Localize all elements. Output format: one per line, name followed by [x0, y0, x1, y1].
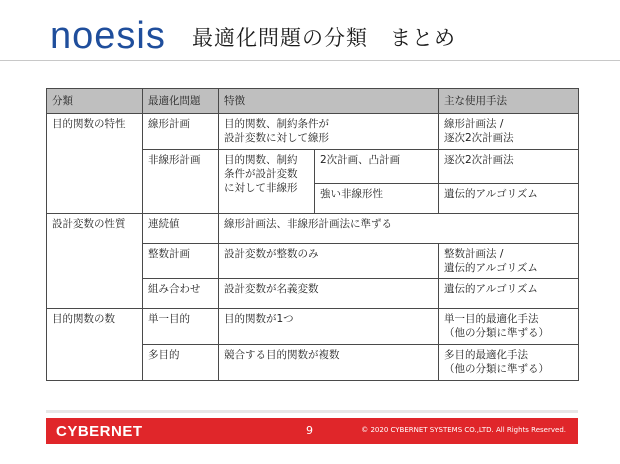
feature-cell: 設計変数が整数のみ: [219, 244, 439, 279]
problem-cell: 多目的: [143, 345, 219, 381]
noesis-logo: [50, 14, 166, 58]
method-cell: 多目的最適化手法 （他の分類に準ずる）: [439, 345, 579, 381]
method-cell: 線形計画法 / 逐次2次計画法: [439, 114, 579, 150]
page-number: 9: [306, 424, 313, 437]
feature-sub-cell: 強い非線形性: [315, 184, 439, 214]
method-cell: 逐次2次計画法: [439, 150, 579, 184]
category-cell: 目的関数の特性: [47, 114, 143, 214]
table-row: [47, 309, 579, 345]
method-cell: 整数計画法 / 遺伝的アルゴリズム: [439, 244, 579, 279]
copyright-text: © 2020 CYBERNET SYSTEMS CO.,LTD. All Rights Reserved.: [361, 426, 566, 434]
header-feature: 特徴: [219, 89, 439, 114]
table-row: [47, 114, 579, 150]
page-title: 最適化問題の分類 まとめ: [192, 26, 456, 50]
feature-cell: 目的関数、制約 条件が設計変数 に対して非線形: [219, 150, 315, 214]
footer-bar: [46, 418, 578, 444]
category-cell: 設計変数の性質: [47, 214, 143, 309]
footer-divider: [46, 410, 578, 413]
method-cell: 単一目的最適化手法 （他の分類に準ずる）: [439, 309, 579, 345]
header-method: 主な使用手法: [439, 89, 579, 114]
feature-cell: 目的関数、制約条件が 設計変数に対して線形: [219, 114, 439, 150]
problem-cell: 整数計画: [143, 244, 219, 279]
category-cell: 目的関数の数: [47, 309, 143, 381]
header-category: 分類: [47, 89, 143, 114]
problem-cell: 組み合わせ: [143, 279, 219, 309]
feature-cell: 設計変数が名義変数: [219, 279, 439, 309]
table-row: [47, 214, 579, 244]
method-cell: 遺伝的アルゴリズム: [439, 279, 579, 309]
problem-cell: 単一目的: [143, 309, 219, 345]
problem-cell: 非線形計画: [143, 150, 219, 214]
header-problem: 最適化問題: [143, 89, 219, 114]
classification-table: [46, 88, 579, 381]
feature-cell: 競合する目的関数が複数: [219, 345, 439, 381]
feature-cell: 目的関数が1つ: [219, 309, 439, 345]
problem-cell: 線形計画: [143, 114, 219, 150]
feature-cell: 線形計画法、非線形計画法に準ずる: [219, 214, 579, 244]
title-divider: [0, 60, 620, 61]
problem-cell: 連続値: [143, 214, 219, 244]
method-cell: 遺伝的アルゴリズム: [439, 184, 579, 214]
cybernet-logo: CYBERNET: [56, 423, 143, 440]
logo-text: noesis: [50, 15, 166, 57]
table-header-row: [47, 89, 579, 114]
feature-sub-cell: 2次計画、凸計画: [315, 150, 439, 184]
